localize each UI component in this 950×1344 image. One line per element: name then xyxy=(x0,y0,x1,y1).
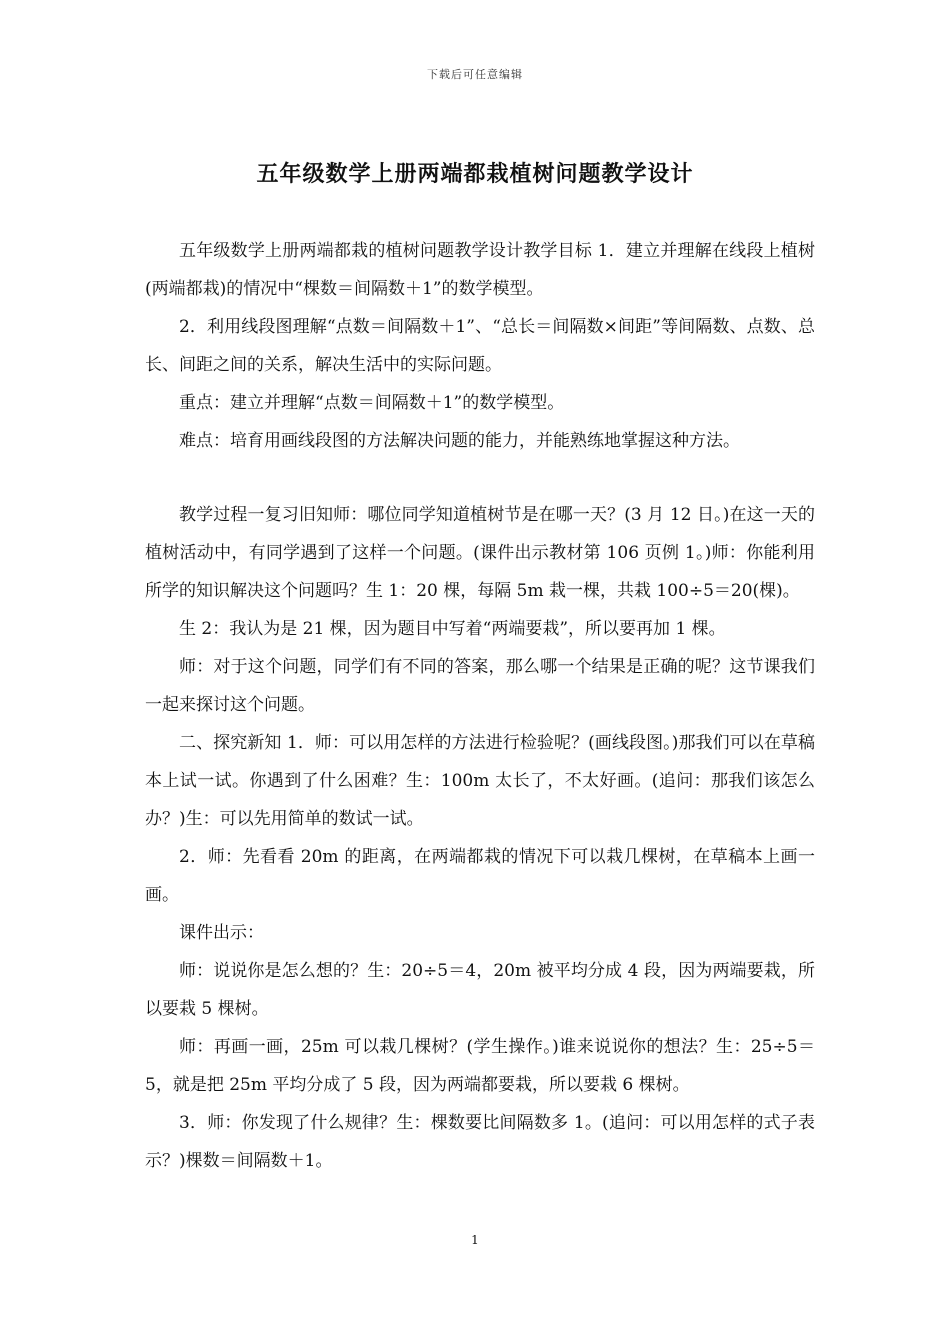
page-number: 1 xyxy=(471,1233,479,1247)
paragraph-explain-20m: 师：说说你是怎么想的？生：20÷5＝4，20m 被平均分成 4 段，因为两端要栽，所以要栽 5 棵树。 xyxy=(145,961,815,1019)
paragraph-objective-2: 2．利用线段图理解“点数＝间隔数＋1”、“总长＝间隔数×间距”等间隔数、点数、总长、间距之间的关系，解决生活中的实际问题。 xyxy=(145,317,815,375)
paragraph-explain-25m: 师：再画一画，25m 可以栽几棵树？(学生操作。)谁来说说你的想法？生：25÷5＝5，就是把 25m 平均分成了 5 段，因为两端都要栽，所以要栽 6 棵树。 xyxy=(145,1037,815,1095)
document-body xyxy=(145,232,815,1180)
document-title: 五年级数学上册两端都栽植树问题教学设计 xyxy=(256,162,694,187)
paragraph-rule: 3．师：你发现了什么规律？生：棵数要比间隔数多 1。(追问：可以用怎样的式子表示？)棵数＝间隔数＋1。 xyxy=(145,1113,815,1171)
paragraph-explore-1: 二、探究新知 1．师：可以用怎样的方法进行检验呢？(画线段图。)那我们可以在草稿本上试一试。你遇到了什么困难？生：100m 太长了，不太好画。(追问：那我们该怎么办？)生：可以先用简单的数试一试。 xyxy=(145,733,815,829)
paragraph-courseware: 课件出示： xyxy=(179,923,264,943)
paragraph-key-point: 重点：建立并理解“点数＝间隔数＋1”的数学模型。 xyxy=(179,393,565,413)
paragraph-student-2: 生 2：我认为是 21 棵，因为题目中写着“两端要栽”，所以要再加 1 棵。 xyxy=(179,619,726,639)
paragraph-explore-2: 2．师：先看看 20m 的距离，在两端都栽的情况下可以栽几棵树，在草稿本上画一画。 xyxy=(145,847,815,905)
paragraph-difficulty: 难点：培育用画线段图的方法解决问题的能力，并能熟练地掌握这种方法。 xyxy=(179,431,740,451)
paragraph-teacher-question: 师：对于这个问题，同学们有不同的答案，那么哪一个结果是正确的呢？这节课我们一起来探讨这个问题。 xyxy=(145,657,815,715)
paragraph-process-review: 教学过程一复习旧知师：哪位同学知道植树节是在哪一天？(3 月 12 日。)在这一天的植树活动中，有同学遇到了这样一个问题。(课件出示教材第 106 页例 1。)师：你能利用所学的知识解决这个问题吗？生 1：20 棵，每隔 5m 栽一棵，共栽 100÷5＝20(棵)。 xyxy=(145,505,815,601)
paragraph-objectives: 五年级数学上册两端都栽的植树问题教学设计教学目标 1．建立并理解在线段上植树(两端都栽)的情况中“棵数＝间隔数＋1”的数学模型。 xyxy=(145,241,815,299)
header-note: 下载后可任意编辑 xyxy=(427,68,523,81)
